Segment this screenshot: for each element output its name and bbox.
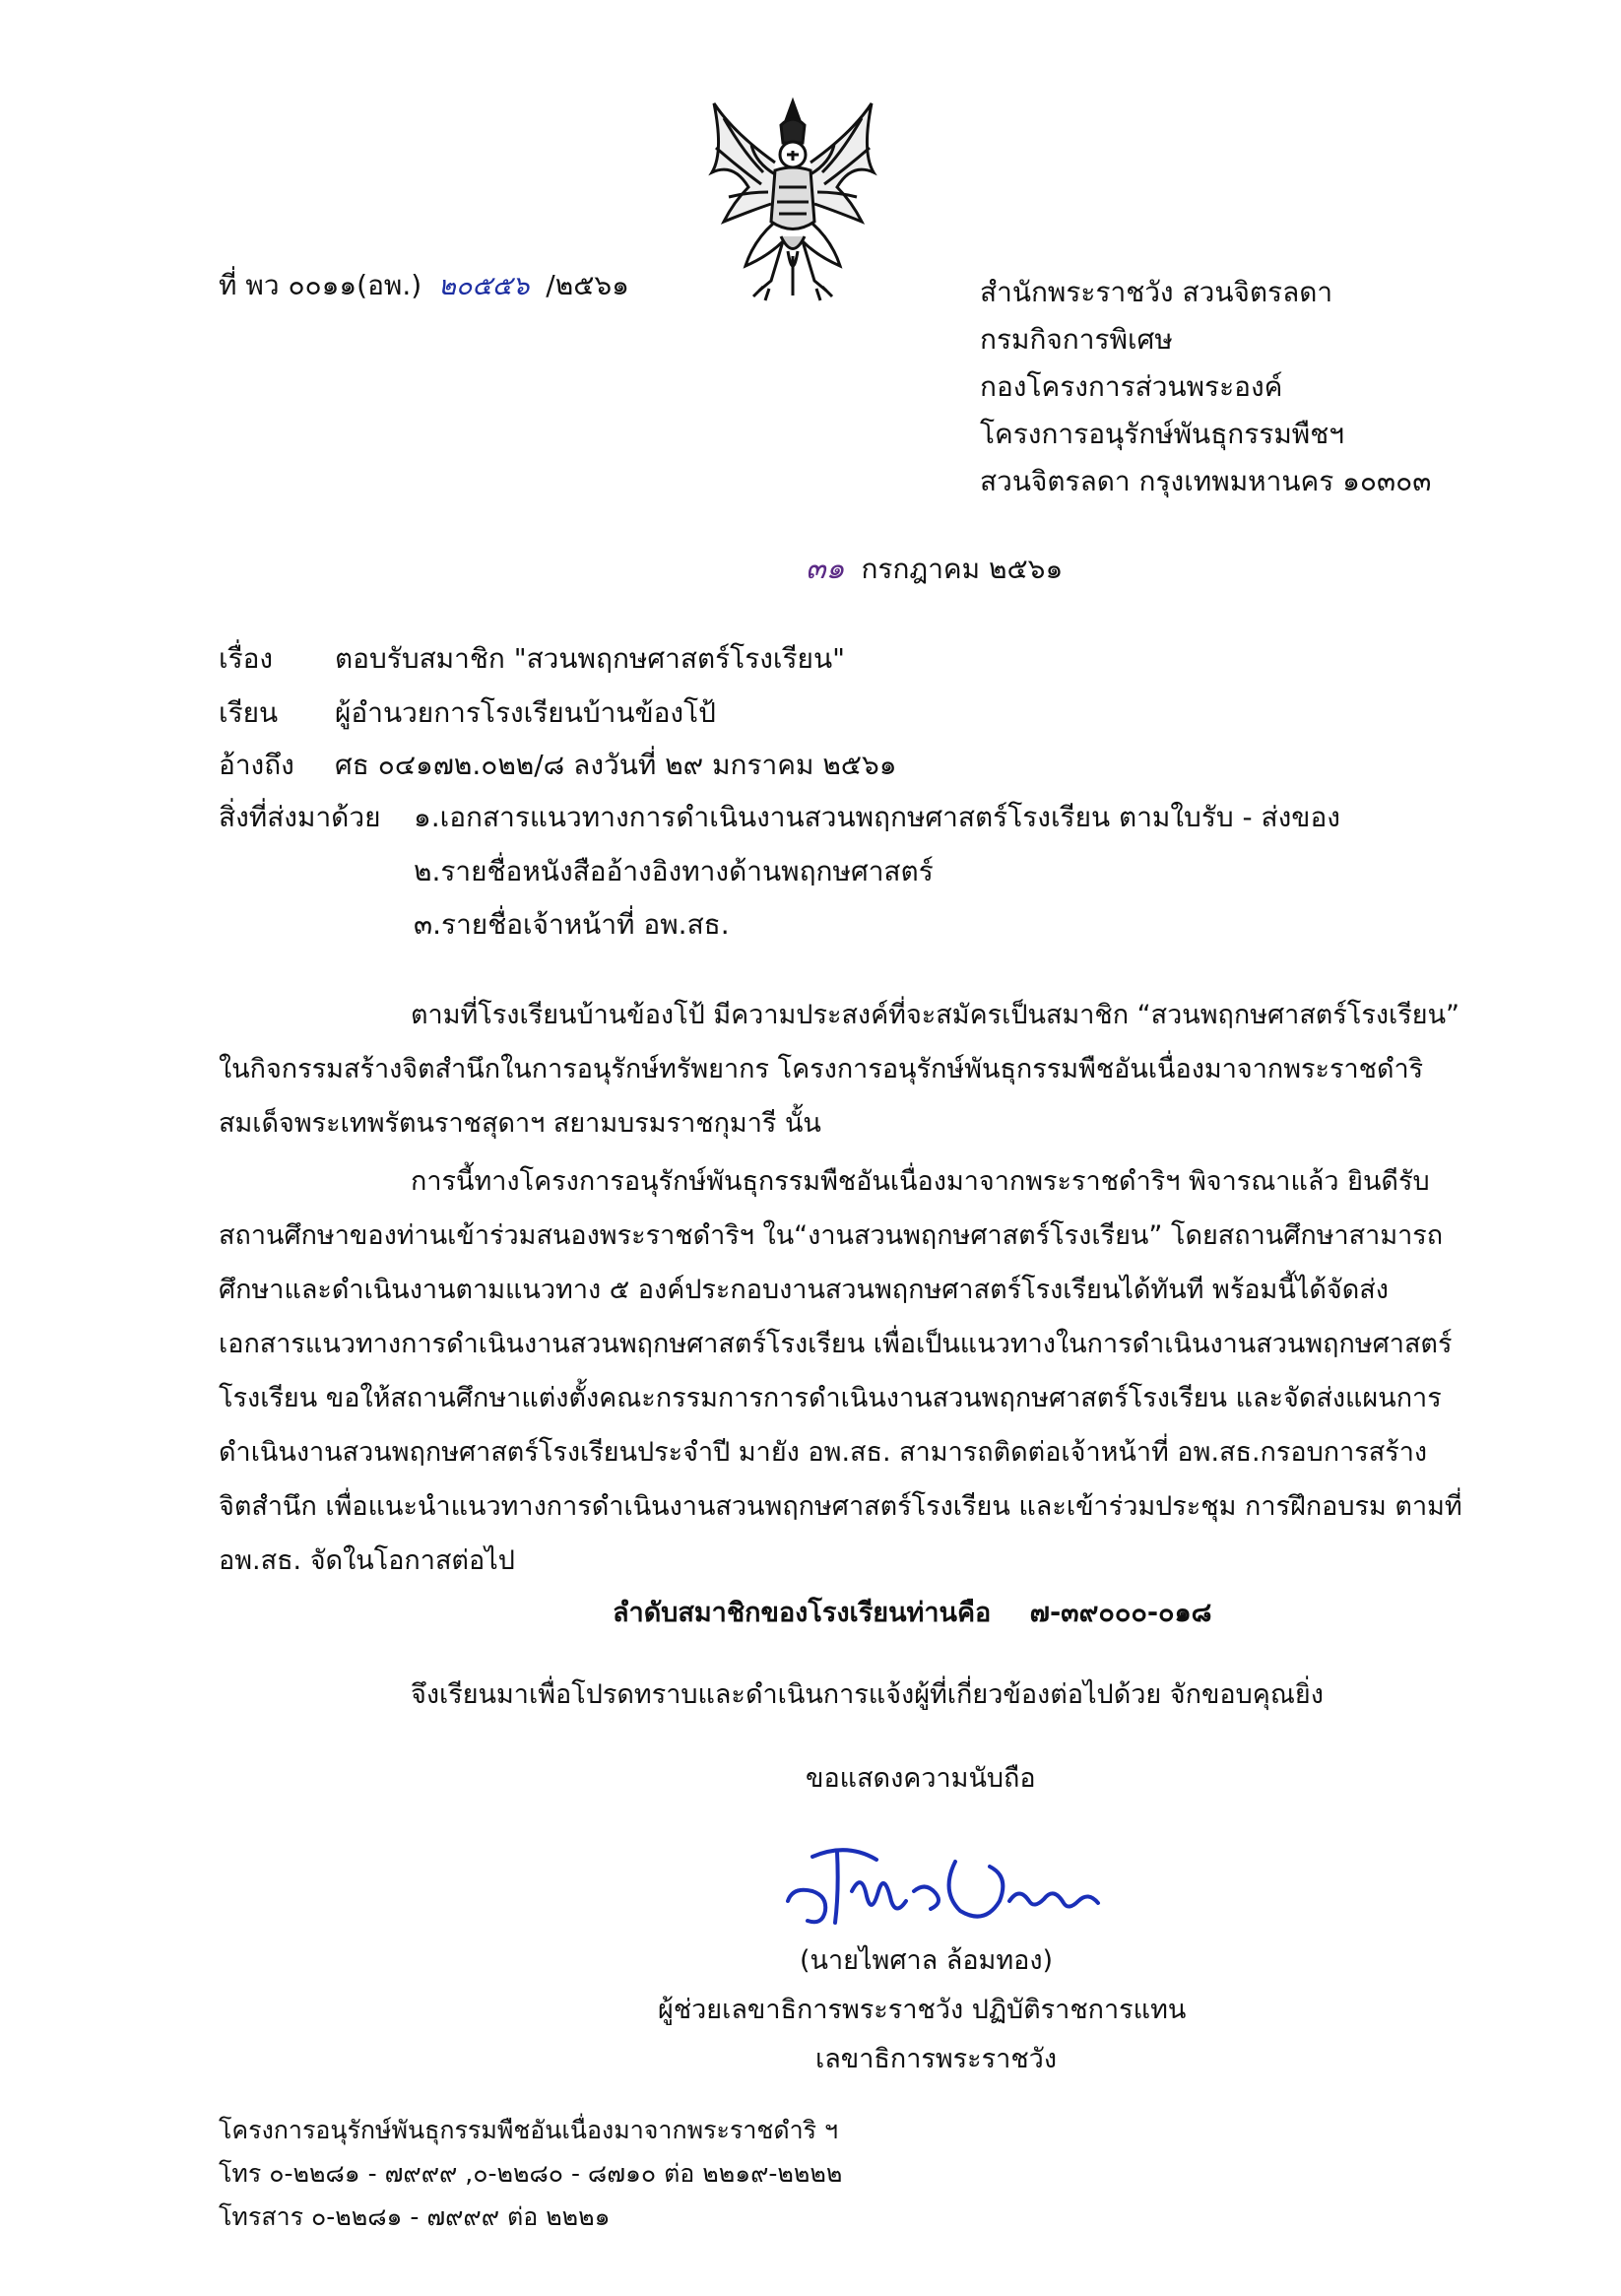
reference-suffix: /๒๕๖๑ <box>546 269 629 301</box>
signatory-name: (นายไพศาล ล้อมทอง) <box>800 1945 1054 1976</box>
signatory-title-line-2: เลขาธิการพระราชวัง <box>815 2044 1058 2074</box>
reference-label: อ้างถึง <box>219 749 294 781</box>
paragraph-line: จิตสำนึก เพื่อแนะนำแนวทางการดำเนินงานสวนพฤกษศาสตร์โรงเรียน และเข้าร่วมประชุม การฝึกอบรม ตามที่ <box>219 1491 1462 1522</box>
paragraph-line: อพ.สธ. จัดในโอกาสต่อไป <box>219 1545 515 1576</box>
to-value: ผู้อำนวยการโรงเรียนบ้านข้องโป้ <box>335 696 716 729</box>
enclosure-label: สิ่งที่ส่งมาด้วย <box>219 801 381 833</box>
member-number: ๗-๓๙๐๐๐-๐๑๘ <box>1029 1598 1212 1628</box>
sender-line: โครงการอนุรักษ์พันธุกรรมพืชฯ <box>980 418 1344 450</box>
paragraph-line: โรงเรียน ขอให้สถานศึกษาแต่งตั้งคณะกรรมการการดำเนินงานสวนพฤกษศาสตร์โรงเรียน และจัดส่งแผนการ <box>219 1383 1442 1413</box>
paragraph-line: ดำเนินงานสวนพฤกษศาสตร์โรงเรียนประจำปี มายัง อพ.สธ. สามารถติดต่อเจ้าหน้าที่ อพ.สธ.กรอบการสร้าง <box>219 1437 1428 1468</box>
reference-value: ศธ ๐๔๑๗๒.๐๒๒/๘ ลงวันที่ ๒๙ มกราคม ๒๕๖๑ <box>335 749 897 781</box>
footer-phone: โทร ๐-๒๒๘๑ - ๗๙๙๙ ,๐-๒๒๘๐ - ๘๗๑๐ ต่อ ๒๒๑๙-๒๒๒๒ <box>219 2159 843 2188</box>
enclosure-item: ๒.รายชื่อหนังสืออ้างอิงทางด้านพฤกษศาสตร์ <box>414 855 934 887</box>
reference-number <box>219 269 629 302</box>
handwritten-signature-icon <box>768 1832 1113 1935</box>
signatory-title-line-1: ผู้ช่วยเลขาธิการพระราชวัง ปฏิบัติราชการแทน <box>658 1995 1187 2025</box>
sender-line: สวนจิตรลดา กรุงเทพมหานคร ๑๐๓๐๓ <box>980 465 1432 497</box>
to-label: เรียน <box>219 696 279 729</box>
paragraph-line: เอกสารแนวทางการดำเนินงานสวนพฤกษศาสตร์โรงเรียน เพื่อเป็นแนวทางในการดำเนินงานสวนพฤกษศาสตร์ <box>219 1329 1453 1359</box>
date-handwritten: ๓๑ <box>806 552 845 586</box>
enclosure-item: ๑.เอกสารแนวทางการดำเนินงานสวนพฤกษศาสตร์โรงเรียน ตามใบรับ - ส่งของ <box>414 801 1340 833</box>
paragraph-line: สถานศึกษาของท่านเข้าร่วมสนองพระราชดำริฯ ใน“งานสวนพฤกษศาสตร์โรงเรียน” โดยสถานศึกษาสามารถ <box>219 1220 1444 1251</box>
sender-line: กรมกิจการพิเศษ <box>980 323 1173 356</box>
letter-date <box>806 552 1063 587</box>
garuda-emblem-icon <box>694 94 891 305</box>
paragraph-line: ศึกษาและดำเนินงานตามแนวทาง ๕ องค์ประกอบงานสวนพฤกษศาสตร์โรงเรียนได้ทันที พร้อมนี้ได้จัดส่ง <box>219 1275 1389 1305</box>
body-paragraph-1 <box>219 988 1459 1150</box>
reference-handwritten: ๒๐๕๕๖ <box>438 271 530 301</box>
paragraph-line: ในกิจกรรมสร้างจิตสำนึกในการอนุรักษ์ทรัพยากร โครงการอนุรักษ์พันธุกรรมพืชอันเนื่องมาจากพระราชดำริ <box>219 1054 1424 1084</box>
sender-line: กองโครงการส่วนพระองค์ <box>980 370 1283 403</box>
footer-fax: โทรสาร ๐-๒๒๘๑ - ๗๙๙๙ ต่อ ๒๒๒๑ <box>219 2202 611 2231</box>
sender-address-block <box>980 269 1431 505</box>
paragraph-line: การนี้ทางโครงการอนุรักษ์พันธุกรรมพืชอันเนื่องมาจากพระราชดำริฯ พิจารณาแล้ว ยินดีรับ <box>411 1166 1430 1197</box>
sender-line: สำนักพระราชวัง สวนจิตรลดา <box>980 276 1333 308</box>
subject-label: เรื่อง <box>219 642 274 675</box>
salutation: ขอแสดงความนับถือ <box>806 1763 1036 1794</box>
footer-organization: โครงการอนุรักษ์พันธุกรรมพืชอันเนื่องมาจากพระราชดำริ ฯ <box>219 2116 839 2144</box>
closing-request: จึงเรียนมาเพื่อโปรดทราบและดำเนินการแจ้งผู้ที่เกี่ยวข้องต่อไปด้วย จักขอบคุณยิ่ง <box>411 1679 1324 1710</box>
subject-value: ตอบรับสมาชิก "สวนพฤกษศาสตร์โรงเรียน" <box>335 642 845 675</box>
reference-prefix: ที่ พว ๐๐๑๑(อพ.) <box>219 269 422 301</box>
paragraph-line: สมเด็จพระเทพรัตนราชสุดาฯ สยามบรมราชกุมารี นั้น <box>219 1108 821 1139</box>
date-text: กรกฎาคม ๒๕๖๑ <box>861 553 1064 585</box>
member-number-line <box>613 1598 1212 1629</box>
enclosure-item: ๓.รายชื่อเจ้าหน้าที่ อพ.สธ. <box>414 908 730 941</box>
body-paragraph-2 <box>219 1154 1462 1588</box>
member-label: ลำดับสมาชิกของโรงเรียนท่านคือ <box>613 1598 992 1628</box>
paragraph-line: ตามที่โรงเรียนบ้านข้องโป้ มีความประสงค์ที่จะสมัครเป็นสมาชิก “สวนพฤกษศาสตร์โรงเรียน” <box>411 1000 1460 1030</box>
